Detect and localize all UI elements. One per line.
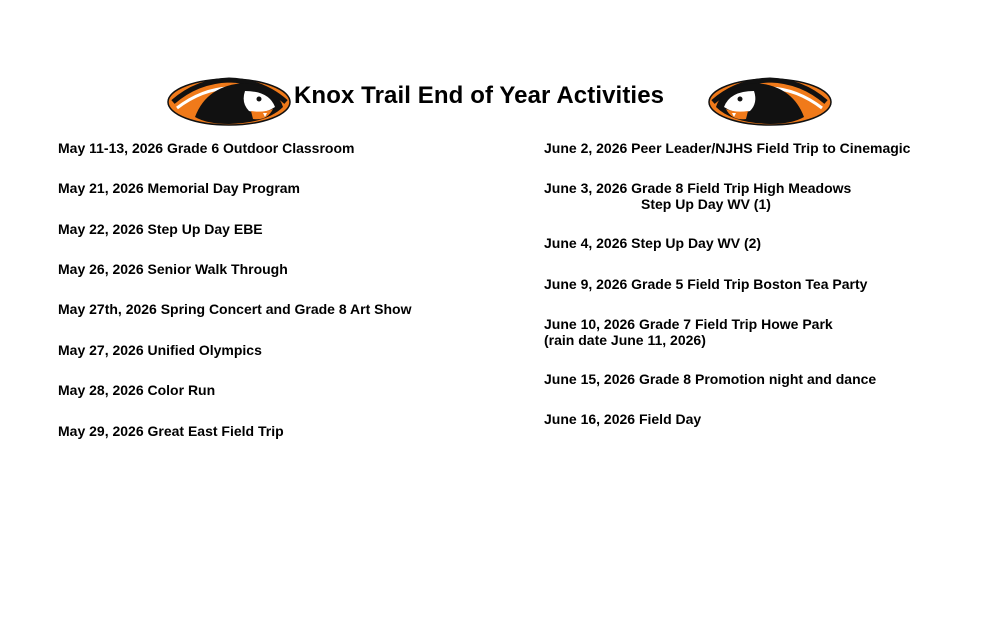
tiger-mascot-icon [167,77,292,127]
event-line: June 3, 2026 Grade 8 Field Trip High Meadows [544,180,852,196]
event-item: June 15, 2026 Grade 8 Promotion night and dance [544,371,877,387]
event-item [544,316,833,348]
event-item: May 21, 2026 Memorial Day Program [58,180,301,196]
event-line-continued: Step Up Day WV (1) [641,196,771,212]
event-item: May 29, 2026 Great East Field Trip [58,423,284,439]
event-item: June 4, 2026 Step Up Day WV (2) [544,235,762,251]
event-item: May 27th, 2026 Spring Concert and Grade 8 Art Show [58,301,412,317]
event-item [544,180,851,212]
event-item: May 11-13, 2026 Grade 6 Outdoor Classroom [58,140,355,156]
event-item: May 28, 2026 Color Run [58,382,216,398]
event-item: May 26, 2026 Senior Walk Through [58,261,288,277]
event-item: June 9, 2026 Grade 5 Field Trip Boston Tea Party [544,276,868,292]
page-title: Knox Trail End of Year Activities [294,82,665,109]
event-line-continued: (rain date June 11, 2026) [544,332,706,348]
event-item: June 16, 2026 Field Day [544,411,702,427]
event-item: May 22, 2026 Step Up Day EBE [58,221,263,237]
tiger-mascot-icon [707,77,832,127]
event-item: May 27, 2026 Unified Olympics [58,342,262,358]
event-item: June 2, 2026 Peer Leader/NJHS Field Trip to Cinemagic [544,140,911,156]
event-line: June 10, 2026 Grade 7 Field Trip Howe Park [544,316,833,332]
